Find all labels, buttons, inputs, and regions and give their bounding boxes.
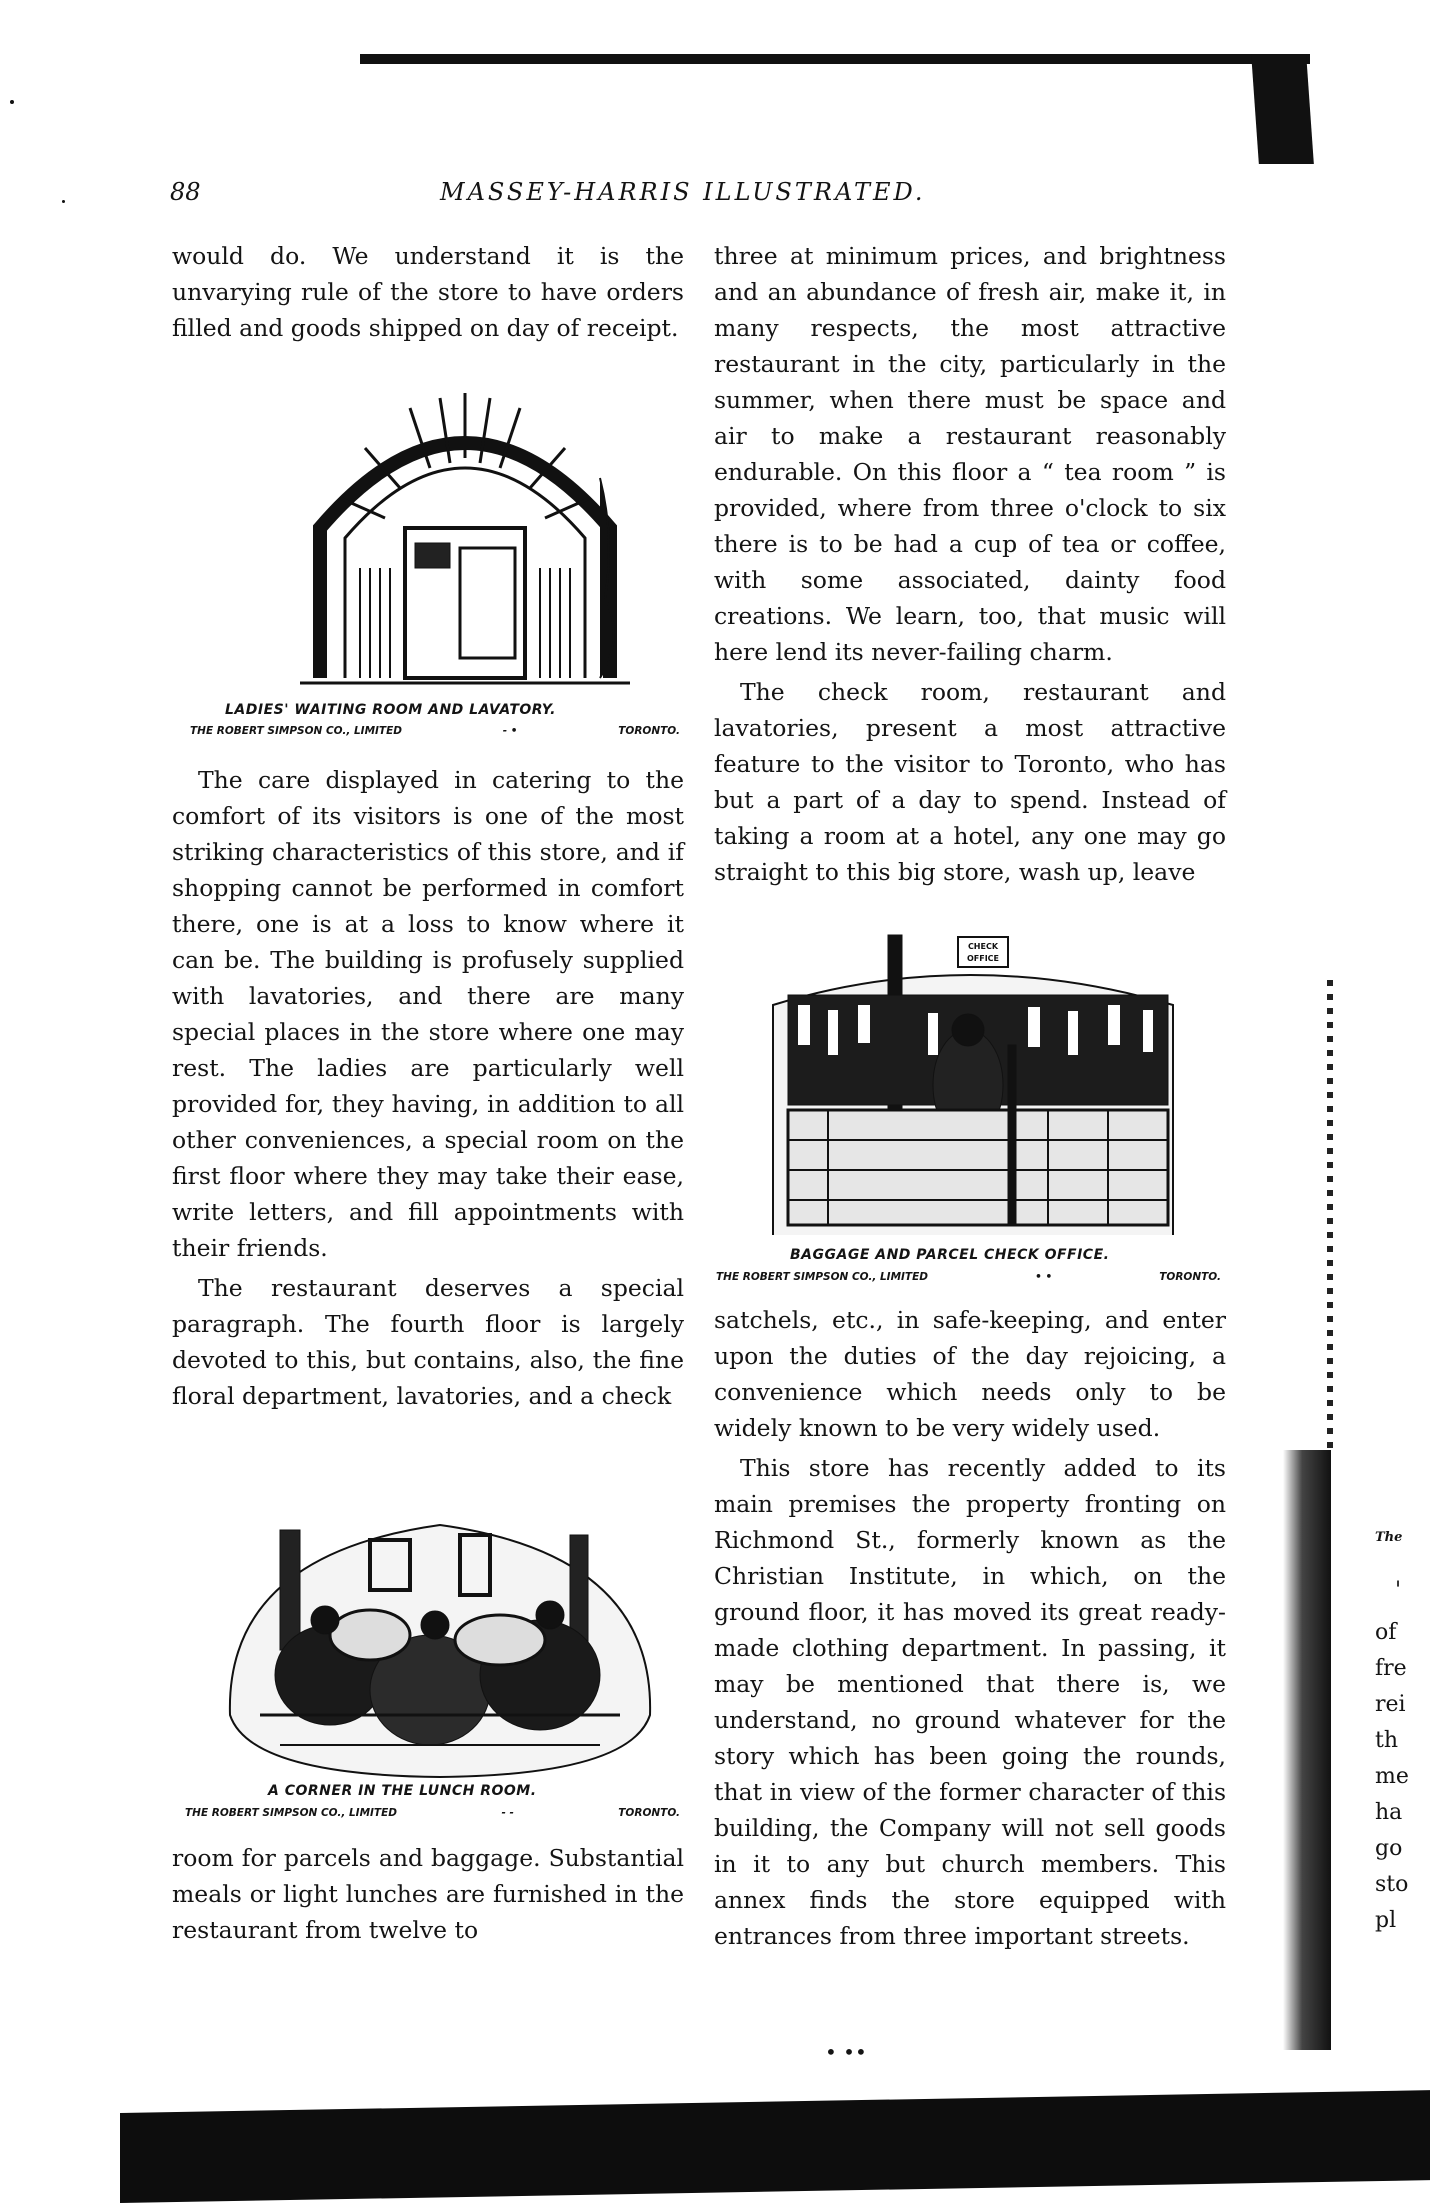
credit-city: TORONTO. (618, 725, 680, 737)
margin-fragment: me (1375, 1764, 1409, 1789)
credit-publisher: THE ROBERT SIMPSON CO., LIMITED (185, 1807, 397, 1819)
scan-edge-top (360, 54, 1310, 64)
margin-fragment: rei (1375, 1692, 1406, 1717)
margin-fragment: ' (1395, 1578, 1402, 1603)
credit-city: TORONTO. (618, 1807, 680, 1819)
figure-credit (190, 725, 680, 737)
paragraph: three at minimum prices, and brightness and an abundance of fresh air, make it, in many respects, the most attractive restaurant in the city, particularly in the summer, when there must be space and air to make a restaurant reasonably endurable. On this floor a “ tea room ” is provided, where from three o'clock to six there is to be had a cup of tea or coffee, with some associated, dainty food creations. We learn, too, that music will here lend its never-failing charm. (714, 242, 1226, 666)
left-column-middle (172, 762, 684, 1418)
figure-credit (716, 1271, 1221, 1283)
margin-fragment: sto (1375, 1872, 1409, 1897)
figure-caption: LADIES' WAITING ROOM AND LAVATORY. (225, 702, 556, 718)
credit-publisher: THE ROBERT SIMPSON CO., LIMITED (190, 725, 402, 737)
margin-fragment: fre (1375, 1656, 1407, 1681)
paragraph: The restaurant deserves a special paragraph. The fourth floor is largely devoted to this, but contains, also, the fine floral department, lavatories, and a check (172, 1274, 684, 1410)
paragraph: would do. We understand it is the unvarying rule of the store to have orders filled and goods shipped on day of receipt. (172, 242, 684, 342)
credit-separator: - • (502, 725, 518, 737)
paragraph: The care displayed in catering to the comfort of its visitors is one of the most striking characteristics of this store, and if shopping cannot be performed in comfort there, one is at a loss to know where it can be. The building is profusely supplied with lavatories, and there are many special places in the store where one may rest. The ladies are particularly well provided for, they having, in addition to all other conveniences, a special room on the first floor where they may take their ease, write letters, and fill appointments with their friends. (172, 766, 684, 1262)
right-column-top (714, 238, 1226, 894)
margin-fragment: The (1375, 1530, 1403, 1545)
paragraph: satchels, etc., in safe-keeping, and enter upon the duties of the day rejoicing, a convenience which needs only to be widely known to be very widely used. (714, 1306, 1226, 1442)
figure-check-office (768, 925, 1178, 1240)
check-office-illustration (768, 925, 1178, 1240)
credit-separator: • • (1035, 1271, 1053, 1283)
scan-speck (62, 200, 65, 203)
paragraph: This store has recently added to its main premises the property fronting on Richmond St., formerly known as the Christian Institute, in which, on the ground floor, it has moved its great ready-made clothing department. In passing, it may be mentioned that there is, we understand, no ground whatever for the story which has been going the rounds, that in view of the former character of this building, the Company will not sell goods in it to any but church members. This annex finds the store equipped with entrances from three important streets. (714, 1454, 1226, 1950)
figure-caption: A CORNER IN THE LUNCH ROOM. (268, 1783, 537, 1799)
svg-text:OFFICE: OFFICE (966, 954, 1000, 963)
margin-fragment: th (1375, 1728, 1399, 1753)
margin-fragment: of (1375, 1620, 1397, 1645)
scan-speck (10, 100, 14, 104)
left-column-top (172, 238, 684, 350)
margin-fragment: pl (1375, 1908, 1397, 1933)
scan-edge-right-binding (1327, 980, 1333, 1450)
scan-edge-bottom (120, 2090, 1430, 2203)
paragraph: The check room, restaurant and lavatories, present a most attractive feature to the visitor to Toronto, who has but a part of a day to spend. Instead of taking a room at a hotel, any one may go straight to this big store, wash up, leave (714, 678, 1226, 886)
figure-waiting-room (300, 378, 630, 693)
folio-marks: • •• (825, 2040, 867, 2064)
right-column-bottom (714, 1302, 1226, 1958)
margin-fragment: ha (1375, 1800, 1403, 1825)
lunch-room-illustration (220, 1515, 660, 1780)
running-title: MASSEY-HARRIS ILLUSTRATED. (440, 178, 926, 206)
margin-fragment: go (1375, 1836, 1403, 1861)
paragraph: room for parcels and baggage. Substantial meals or light lunches are furnished in the restaurant from twelve to (172, 1844, 684, 1944)
scan-edge-right (1283, 1450, 1331, 2050)
figure-lunch-room (220, 1515, 660, 1780)
page-number: 88 (170, 178, 201, 206)
check-office-sign-text: CHECK (967, 942, 999, 951)
scan-corner-top-right (1251, 54, 1314, 164)
credit-city: TORONTO. (1159, 1271, 1221, 1283)
figure-caption: BAGGAGE AND PARCEL CHECK OFFICE. (790, 1247, 1110, 1263)
waiting-room-illustration (300, 378, 630, 693)
credit-publisher: THE ROBERT SIMPSON CO., LIMITED (716, 1271, 928, 1283)
left-column-bottom (172, 1840, 684, 1952)
credit-separator: - - (501, 1807, 514, 1819)
figure-credit (185, 1807, 680, 1819)
